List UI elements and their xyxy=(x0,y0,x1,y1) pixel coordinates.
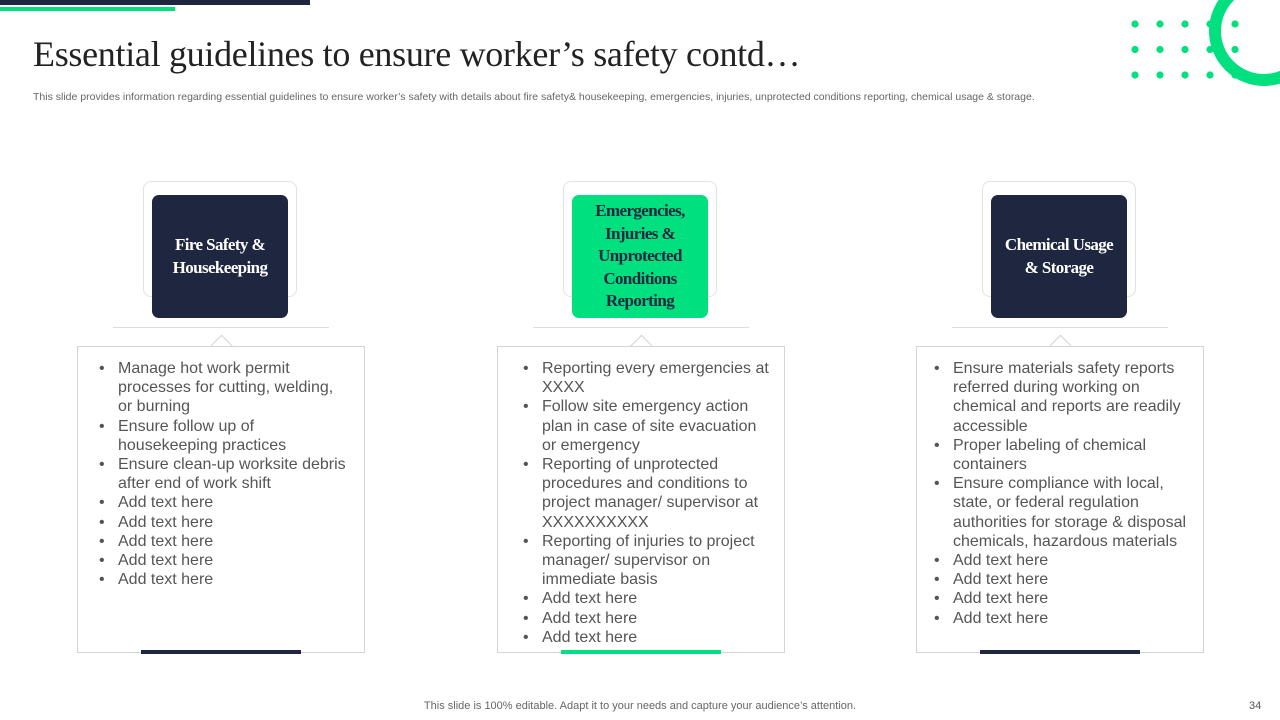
bullet-card xyxy=(497,346,785,653)
decorative-dot xyxy=(1181,20,1188,27)
decorative-dot xyxy=(1156,46,1163,53)
bullet-list xyxy=(498,347,784,647)
bullet-item: • Proper labeling of chemical containers xyxy=(953,436,1193,474)
bullet-item: • Manage hot work permit processes for cutting, welding, or burning xyxy=(118,359,350,417)
decorative-dot xyxy=(1131,71,1138,78)
bullet-item: • Add text here xyxy=(542,609,770,628)
footer-note: This slide is 100% editable. Adapt it to your needs and capture your audience’s attention. xyxy=(423,700,857,712)
decorative-dot xyxy=(1206,71,1213,78)
bullet-item: • Add text here xyxy=(953,609,1193,628)
bullet-item: • Add text here xyxy=(118,493,350,512)
decorative-dot xyxy=(1181,46,1188,53)
decorative-dot xyxy=(1131,20,1138,27)
card-accent-bar xyxy=(561,650,721,654)
top-accent-bar-green xyxy=(0,7,175,11)
divider-line xyxy=(533,327,749,328)
bullet-item: • Add text here xyxy=(118,532,350,551)
decorative-dot xyxy=(1131,46,1138,53)
column-heading: Fire Safety & Housekeeping xyxy=(152,195,288,318)
bullet-item: • Ensure clean-up worksite debris after end of work shift xyxy=(118,455,350,493)
bullet-item: • Ensure follow up of housekeeping practices xyxy=(118,417,350,455)
bullet-item: • Reporting every emergencies at XXXX xyxy=(542,359,770,397)
bullet-item: • Ensure materials safety reports referred during working on chemical and reports are readily accessible xyxy=(953,359,1193,436)
decorative-dot xyxy=(1156,71,1163,78)
bullet-list xyxy=(78,347,364,589)
bullet-item: • Add text here xyxy=(542,589,770,608)
bullet-item: • Add text here xyxy=(953,570,1193,589)
bullet-item: • Add text here xyxy=(118,551,350,570)
bullet-item: • Add text here xyxy=(953,589,1193,608)
bullet-card xyxy=(77,346,365,653)
bullet-list xyxy=(917,347,1203,628)
bullet-item: • Reporting of unprotected procedures and conditions to project manager/ supervisor at XXXXXXXXXX xyxy=(542,455,770,532)
decorative-dot xyxy=(1156,20,1163,27)
bullet-item: • Add text here xyxy=(118,570,350,589)
guideline-column-emergencies xyxy=(497,180,785,655)
guideline-column-fire-safety xyxy=(77,180,365,655)
bullet-item: • Ensure compliance with local, state, or federal regulation authorities for storage & disposal chemicals, hazardous materials xyxy=(953,474,1193,551)
bullet-item: • Follow site emergency action plan in case of site evacuation or emergency xyxy=(542,397,770,455)
slide-subtitle: This slide provides information regarding essential guidelines to ensure worker’s safety with details about fire safety& housekeeping, emergencies, injuries, unprotected conditions reporting, chemical usage & storage. xyxy=(33,91,1035,103)
column-heading: Chemical Usage & Storage xyxy=(991,195,1127,318)
top-accent-bar-dark xyxy=(0,0,310,5)
bullet-card xyxy=(916,346,1204,653)
divider-line xyxy=(113,327,329,328)
bullet-item: • Add text here xyxy=(953,551,1193,570)
column-heading: Emergencies, Injuries & Unprotected Conditions Reporting xyxy=(572,195,708,318)
divider-line xyxy=(952,327,1168,328)
card-accent-bar xyxy=(980,650,1140,654)
bullet-item: • Reporting of injuries to project manager/ supervisor on immediate basis xyxy=(542,532,770,590)
guideline-column-chemical xyxy=(916,180,1204,655)
decorative-dot xyxy=(1181,71,1188,78)
bullet-item: • Add text here xyxy=(542,628,770,647)
card-accent-bar xyxy=(141,650,301,654)
page-number: 34 xyxy=(1249,700,1262,712)
slide-title: Essential guidelines to ensure worker’s safety contd… xyxy=(33,34,801,74)
bullet-item: • Add text here xyxy=(118,513,350,532)
